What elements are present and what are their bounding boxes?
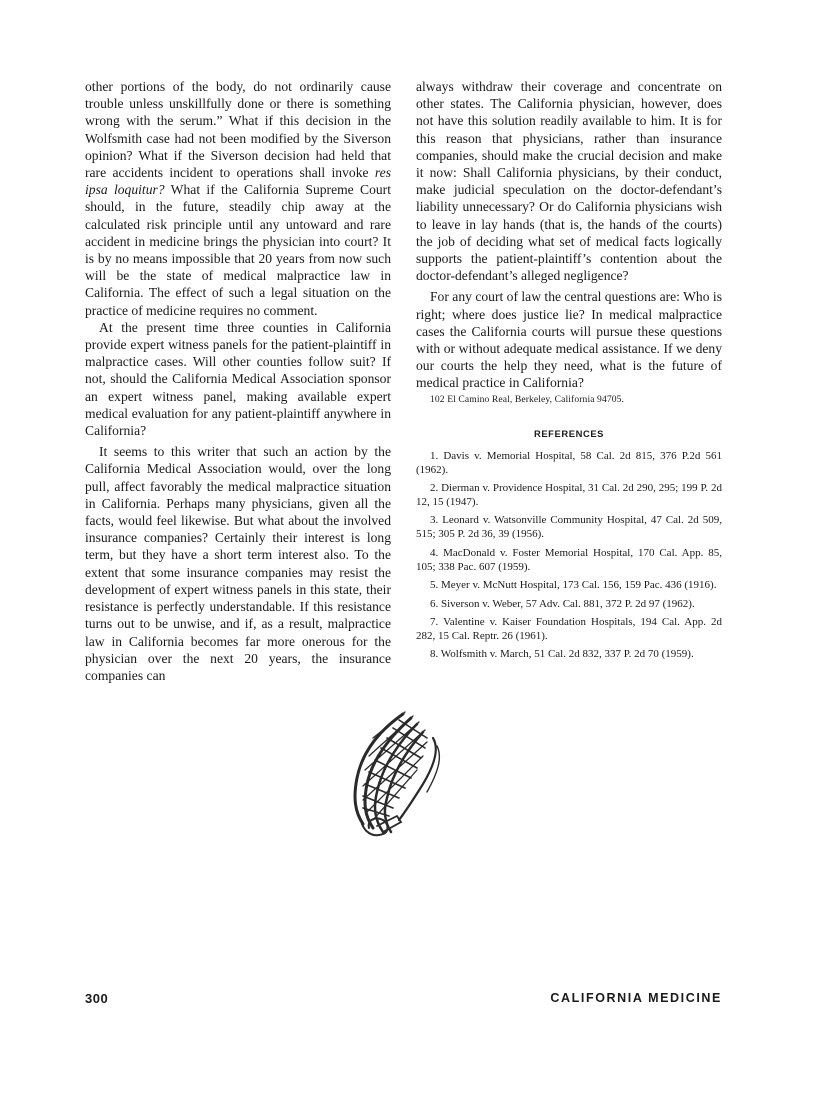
italic-phrase: res ipsa loquitur? [85, 165, 391, 198]
reference-item: 8. Wolfsmith v. March, 51 Cal. 2d 832, 337 P. 2d 70 (1959). [430, 648, 694, 661]
body-paragraph: For any court of law the central questions are: Who is right; where does justice lie? In medical malpractice cases the California courts will pursue these questions with or without adequate medical assistance. If we deny our courts the help they need, what is the future of medical practice in California? [416, 289, 722, 391]
journal-title: CALIFORNIA MEDICINE [550, 991, 722, 1005]
reference-item: 7. Valentine v. Kaiser Foundation Hospitals, 194 Cal. App. 2d 282, 15 Cal. Reptr. 26 (1961). [416, 616, 722, 642]
body-paragraph: At the present time three counties in California provide expert witness panels for the patient-plaintiff in malpractice cases. Will other counties follow suit? If not, should the California Medical Association sponsor an expert witness panel, making available expert medical evaluation for any patient-plaintiff anywhere in California? [85, 319, 391, 439]
body-paragraph: other portions of the body, do not ordinarily cause trouble unless unskillfully done or there is something wrong with the serum.” What if this decision in the Wolfsmith case had not been modified by the Siverson opinion? What if the Siverson decision had held that rare accidents incident to operations shall invoke res ipsa loquitur? What if the California Supreme Court should, in the future, steadily chip away at the calculated risk principle until any untoward and rare accident in medicine brings the physician into court? It is by no means impossible that 20 years from now such will be the state of medical malpractice law in California. The effect of such a legal situation on the practice of medicine requires no comment. [85, 79, 391, 318]
reference-item: 6. Siverson v. Weber, 57 Adv. Cal. 881, 372 P. 2d 97 (1962). [430, 597, 695, 610]
reference-item: 5. Meyer v. McNutt Hospital, 173 Cal. 156, 159 Pac. 436 (1916). [430, 579, 717, 592]
pen-and-ink-sketch-icon [343, 708, 449, 840]
reference-item: 2. Dierman v. Providence Hospital, 31 Cal. 2d 290, 295; 199 P. 2d 12, 15 (1947). [416, 482, 722, 509]
left-column [85, 78, 391, 684]
reference-item: 3. Leonard v. Watsonville Community Hospital, 47 Cal. 2d 509, 515; 305 P. 2d 36, 39 (1956). [416, 514, 722, 541]
page-number: 300 [85, 991, 109, 1006]
body-paragraph: always withdraw their coverage and concentrate on other states. The California physician, however, does not have this solution readily available to him. It is for this reason that physicians, rather than insurance companies, should make the crucial decision and make it now: Shall California physicians, by their conduct, make judicial speculation on the doctor-defendant’s liability unnecessary? Or do California physicians wish to leave in lay hands (that is, the hands of the courts) the job of deciding what set of medical facts logically supports the patient-plaintiff’s contention about the doctor-defendant’s alleged negligence? [416, 79, 722, 284]
author-address: 102 El Camino Real, Berkeley, California 94705. [430, 393, 625, 405]
reference-item: 1. Davis v. Memorial Hospital, 58 Cal. 2d 815, 376 P.2d 561 (1962). [416, 449, 722, 476]
reference-item: 4. MacDonald v. Foster Memorial Hospital, 170 Cal. App. 85, 105; 338 Pac. 607 (1959). [416, 546, 722, 573]
body-paragraph: It seems to this writer that such an action by the California Medical Association would, over the long pull, affect favorably the medical malpractice situation in California. Perhaps many physicians, given all the facts, would feel likewise. But what about the involved insurance companies? Certainly their interest is long term, but they have a short term interest also. To the extent that some insurance companies may resist the development of expert witness panels in this state, their resistance is perfectly understandable. If this resistance turns out to be unwise, and if, as a result, malpractice law in California becomes far more onerous for the physician over the next 20 years, the insurance companies can [85, 444, 391, 683]
references-heading: REFERENCES [533, 427, 605, 439]
right-column [416, 78, 722, 666]
references-list [416, 449, 722, 662]
